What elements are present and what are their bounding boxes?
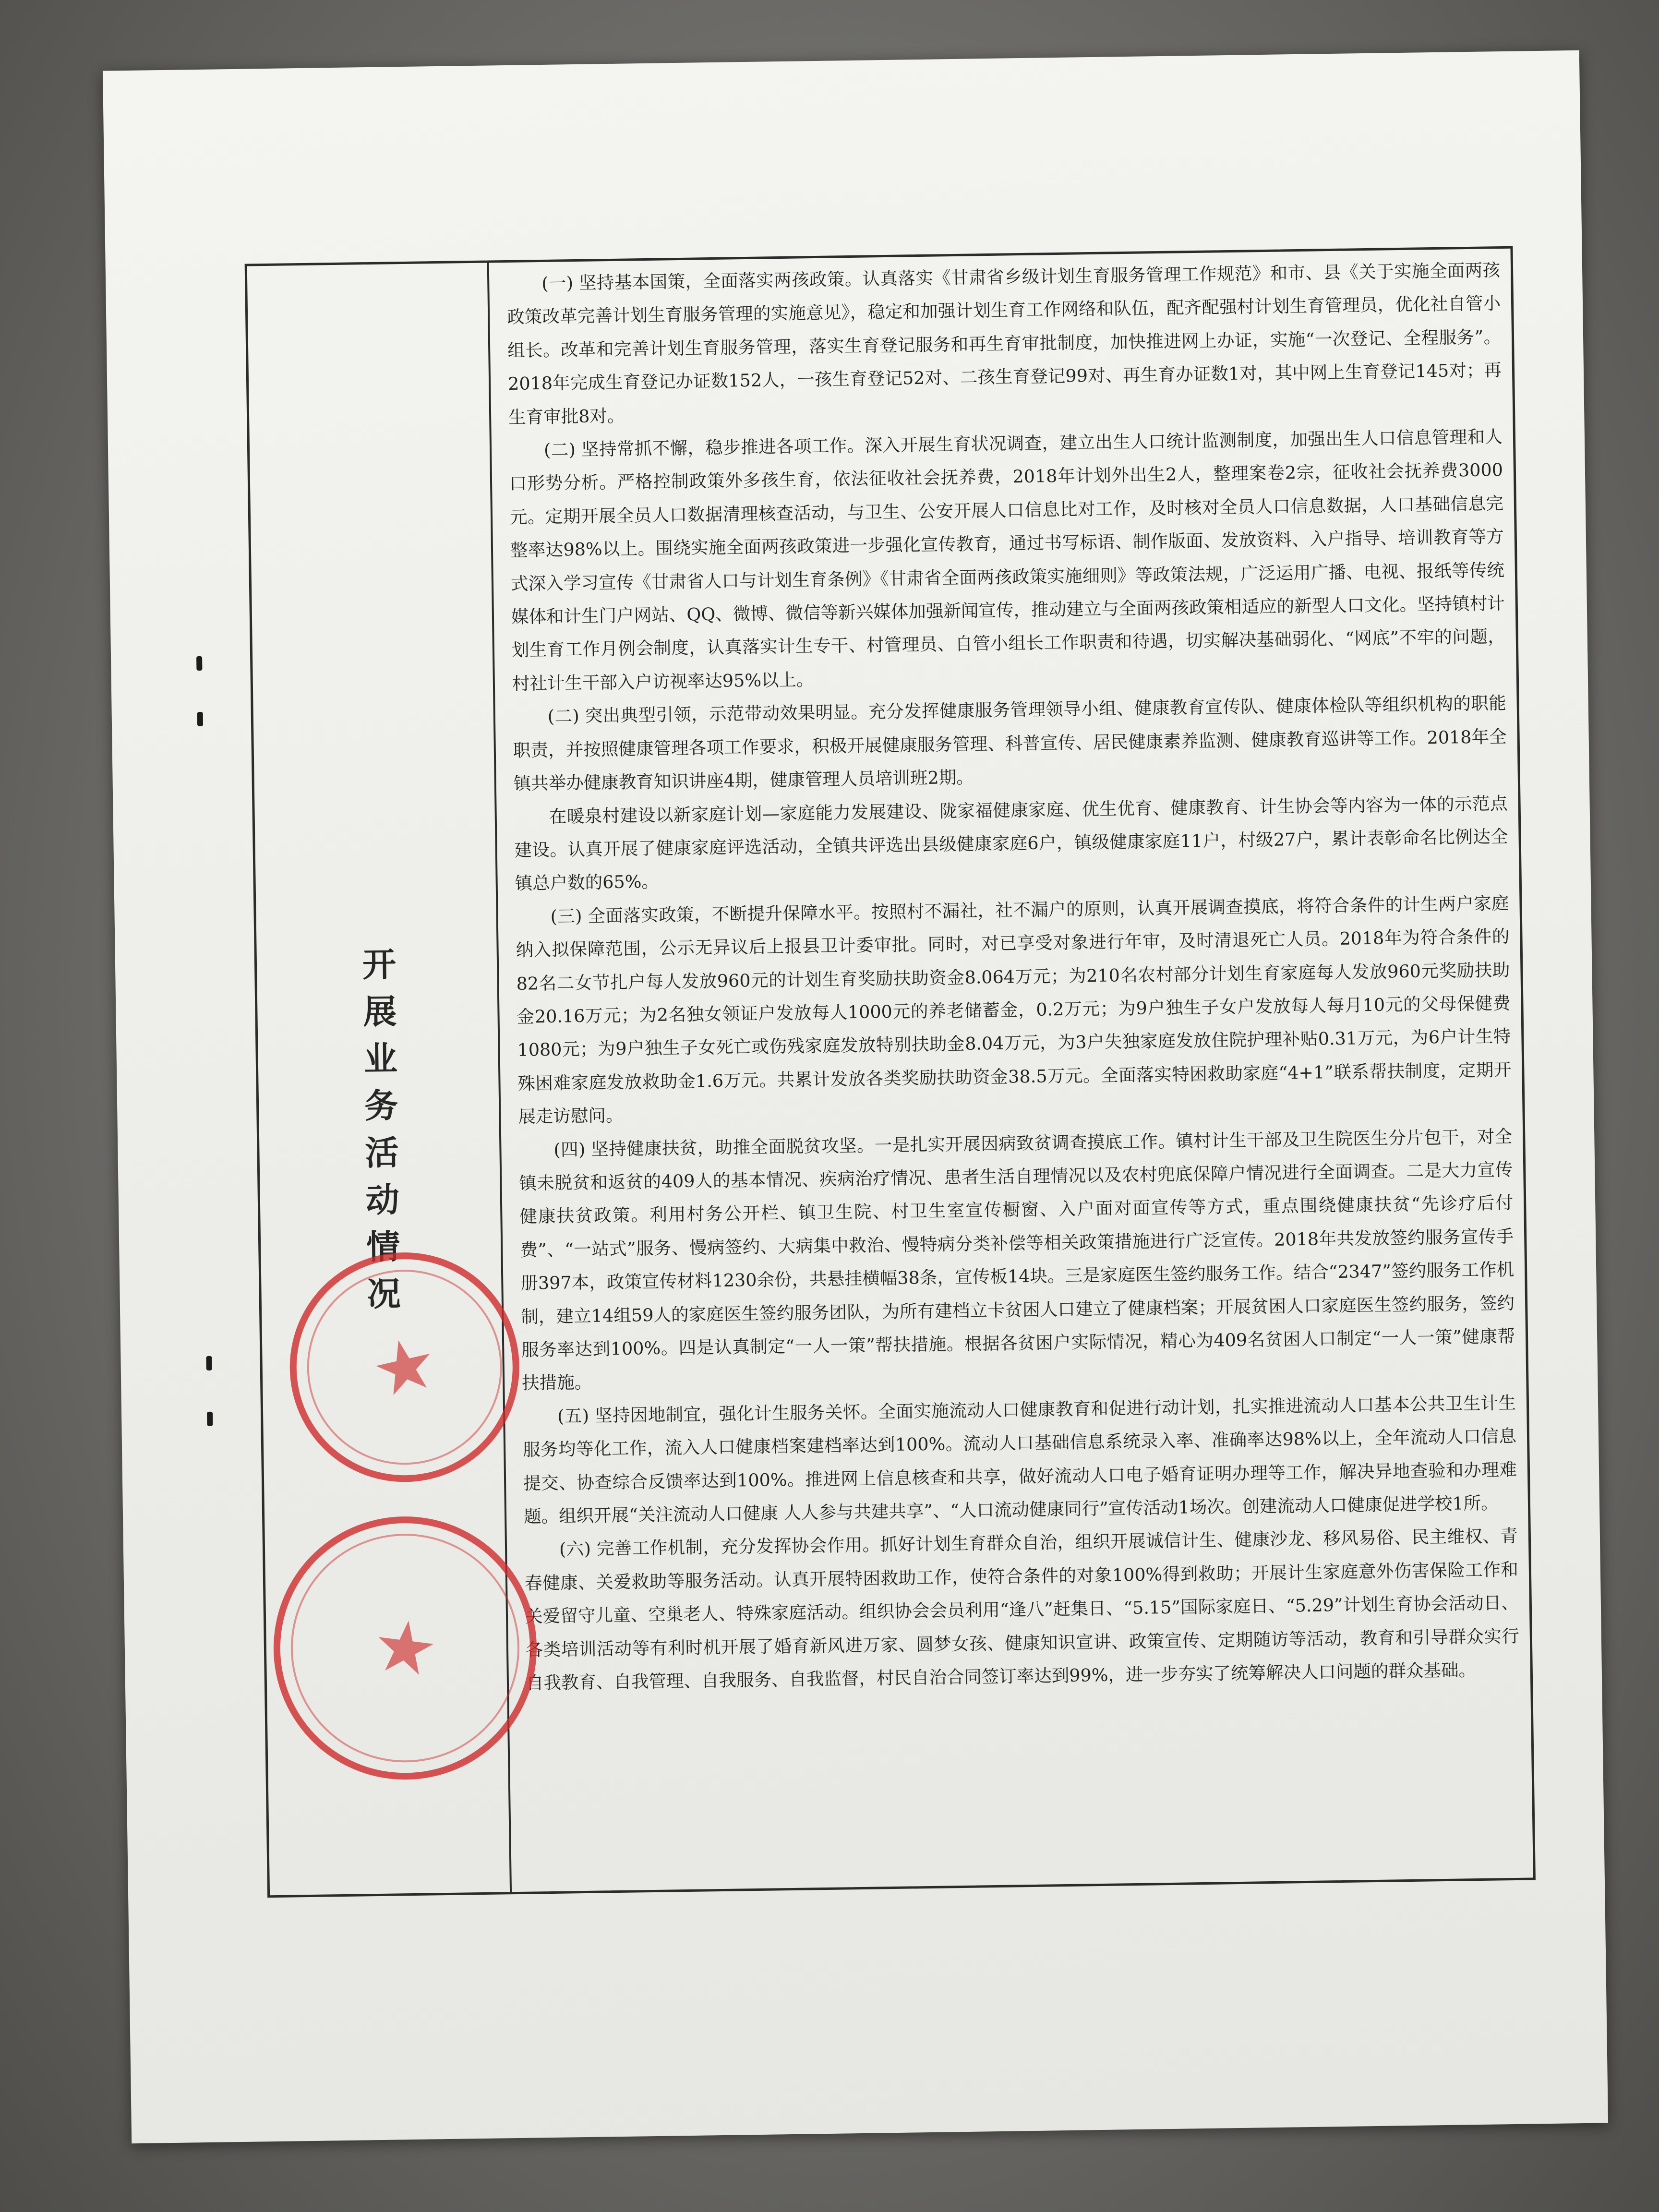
row-label-char: 活 <box>364 1133 399 1173</box>
star-icon: ★ <box>368 1602 443 1694</box>
paragraph: (四) 坚持健康扶贫，助推全面脱贫攻坚。一是扎实开展因病致贫调查摸底工作。镇村计生干部及卫生院医生分片包干，对全镇未脱贫和返贫的409人的基本情况、疾病治疗情况、患者生活自理情况以及农村兜底保障户情况进行全面调查。二是大力宣传健康扶贫政策。利用村务公开栏、镇卫生院、村卫生室宣传橱窗、入户面对面宣传等方式，重点围绕健康扶贫“先诊疗后付费”、“一站式”服务、慢病签约、大病集中救治、慢特病分类补偿等相关政策措施进行广泛宣传。2018年共发放签约服务宣传手册397本，政策宣传材料1230余份，共悬挂横幅38条，宣传板14块。三是家庭医生签约服务工作。结合“2347”签约服务工作机制，建立14组59人的家庭医生签约服务团队，为所有建档立卡贫困人口建立了健康档案；开展贫困人口家庭医生签约服务，签约服务率达到100%。四是认真制定“一人一策”帮扶措施。根据各贫困户实际情况，精心为409名贫困人口制定“一人一策”健康帮扶措施。 <box>519 1126 1515 1394</box>
paragraph: (二) 坚持常抓不懈，稳步推进各项工作。深入开展生育状况调查，建立出生人口统计监测制度，加强出生人口信息管理和人口形势分析。严格控制政策外多孩生育，依法征收社会抚养费，2018年计划外出生2人，整理案卷2宗，征收社会抚养费3000元。定期开展全员人口数据清理核查活动，与卫生、公安开展人口信息比对工作，及时核对全员人口信息数据，人口基础信息完整率达98%以上。围绕实施全面两孩政策进一步强化宣传教育，通过书写标语、制作版面、发放资料、入户指导、培训教育等方式深入学习宣传《甘肃省人口与计划生育条例》《甘肃省全面两孩政策实施细则》等政策法规，广泛运用广播、电视、报纸等传统媒体和计生门户网站、QQ、微博、微信等新兴媒体加强新闻宣传，推动建立与全面两孩政策相适应的新型人口文化。坚持镇村计划生育工作月例会制度，认真落实计生专干、村管理员、自管小组长工作职责和待遇，切实解决基础弱化、“网底”不牢的问题，村社计生干部入户访视率达95%以上。 <box>509 426 1506 694</box>
row-label-char: 开 <box>362 945 397 985</box>
paragraph: (二) 突出典型引领，示范带动效果明显。充分发挥健康服务管理领导小组、健康教育宣传队、健康体检队等组织机构的职能职责，并按照健康管理各项工作要求，积极开展健康服务管理、科普宣传、居民健康素养监测、健康教育巡讲等工作。2018年全镇共举办健康教育知识讲座4期，健康管理人员培训班2期。 <box>513 693 1507 794</box>
paragraph: (三) 全面落实政策，不断提升保障水平。按照村不漏社，社不漏户的原则，认真开展调查摸底，将符合条件的计生两户家庭纳入拟保障范围，公示无异议后上报县卫计委审批。同时，对已享受对象进行年审，及时清退死亡人员。2018年为符合条件的82名二女节扎户每人发放960元的计划生育奖励扶助资金8.064万元；为210名农村部分计划生育家庭每人发放960元奖励扶助金20.16万元；为2名独女领证户发放每人1000元的养老储蓄金，0.2万元；为9户独生子女户发放每人每月10元的父母保健费1080元；为9户独生子女死亡或伤残家庭发放特别扶助金8.04万元，为3户失独家庭发放住院护理补贴0.31万元，为6户计生特殊困难家庭发放救助金1.6万元。共累计发放各类奖励扶助资金38.5万元。全面落实特困救助家庭“4+1”联系帮扶制度，定期开展走访慰问。 <box>516 892 1512 1127</box>
row-label-char: 业 <box>363 1039 398 1079</box>
binding-hole <box>207 1412 213 1426</box>
binding-hole <box>196 656 202 671</box>
document-page <box>103 50 1608 2144</box>
star-icon: ★ <box>363 1319 445 1415</box>
paragraph: (一) 坚持基本国策，全面落实两孩政策。认真落实《甘肃省乡级计划生育服务管理工作规范》和市、县《关于实施全面两孩政策改革完善计划生育服务管理的实施意见》，稳定和加强计划生育工作网络和队伍，配齐配强村计划生育管理员，优化社自管小组长。改革和完善计划生育服务管理，落实生育登记服务和再生育审批制度，加快推进网上办证，实施“一次登记、全程服务”。2018年完成生育登记办证数152人，一孩生育登记52对、二孩生育登记99对、再生育办证数1对，其中网上生育登记145对；再生育审批8对。 <box>506 260 1502 428</box>
row-label-char: 动 <box>365 1180 400 1220</box>
paragraph: 在暖泉村建设以新家庭计划—家庭能力发展建设、陇家福健康家庭、优生优育、健康教育、计生协会等内容为一体的示范点建设。认真开展了健康家庭评选活动，全镇共评选出县级健康家庭6户，镇级健康家庭11户，村级27户，累计表彰命名比例达全镇总户数的65%。 <box>514 793 1508 894</box>
row-label-char: 展 <box>362 992 397 1032</box>
row-label-char: 情 <box>366 1227 400 1267</box>
row-label-char: 务 <box>364 1086 398 1126</box>
paragraph: (六) 完善工作机制，充分发挥协会作用。抓好计划生育群众自治，组织开展诚信计生、健康沙龙、移风易俗、民主维权、青春健康、关爱救助等服务活动。认真开展特困救助工作，使符合条件的对象100%得到救助；开展计生家庭意外伤害保险工作和关爱留守儿童、空巢老人、特殊家庭活动。组织协会会员利用“逢八”赶集日、“5.15”国际家庭日、“5.29”计划生育协会活动日、各类培训活动等有利时机开展了婚育新风进万家、圆梦女孩、健康知识宣讲、政策宣传、定期随访等活动，教育和引导群众实行自我教育、自我管理、自我服务、自我监督，村民自治合同签订率达到99%，进一步夯实了统筹解决人口问题的群众基础。 <box>524 1526 1520 1694</box>
paragraph: (五) 坚持因地制宜，强化计生服务关怀。全面实施流动人口健康教育和促进行动计划，扎实推进流动人口基本公共卫生计生服务均等化工作，流入人口健康档案建档率达到100%。流动人口基础信息系统录入率、准确率达98%以上，全年流动人口信息提交、协查综合反馈率达到100%。推进网上信息核查和共享，做好流动人口电子婚育证明办理等工作，解决异地查验和办理难题。组织开展“关注流动人口健康 人人参与共建共享”、“人口流动健康同行”宣传活动1场次。创建流动人口健康促进学校1所。 <box>522 1392 1517 1527</box>
activity-description <box>506 253 1520 1700</box>
binding-hole <box>197 712 203 726</box>
binding-hole <box>206 1356 212 1370</box>
row-label-char: 况 <box>367 1274 401 1314</box>
